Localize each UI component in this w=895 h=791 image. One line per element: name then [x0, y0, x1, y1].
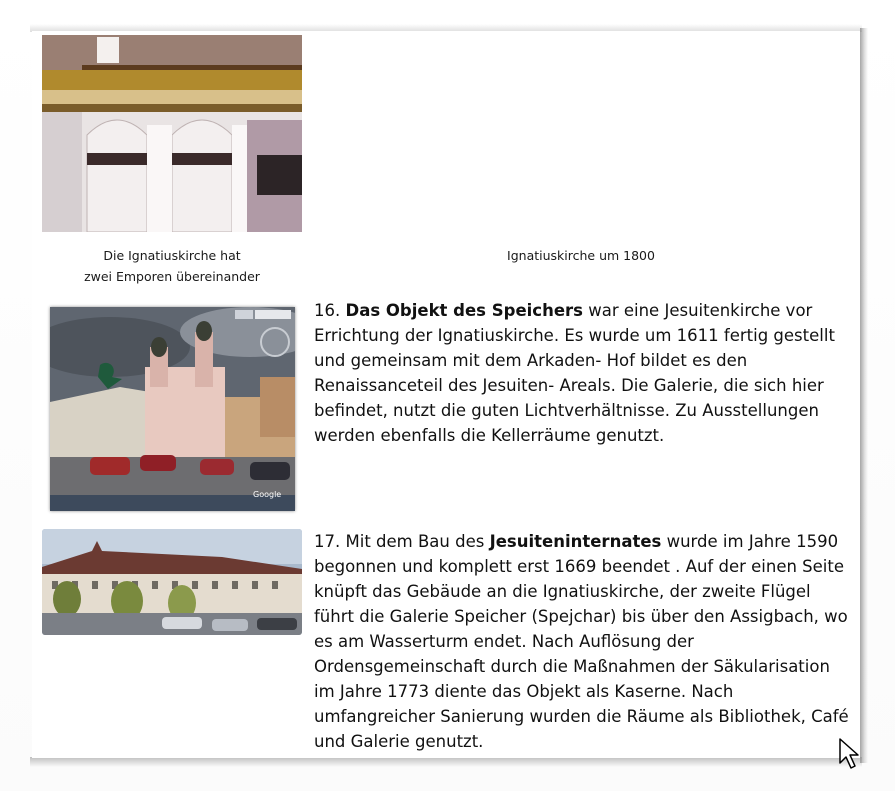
ignatius-interior-photo[interactable]	[42, 35, 302, 232]
item-17-number: 17.	[314, 532, 341, 551]
caption-emporen-line1: Die Ignatiuskirche hat	[103, 248, 241, 263]
document-page	[32, 31, 860, 758]
item-16-number: 16.	[314, 301, 341, 320]
item-17-bold: Jesuiteninternates	[489, 532, 662, 551]
caption-emporen	[62, 245, 282, 287]
window-bottom-shadow	[30, 757, 862, 767]
caption-ignatius-1800: Ignatiuskirche um 1800	[507, 248, 655, 263]
mouse-pointer-icon	[838, 737, 860, 771]
svg-text:Google: Google	[253, 490, 282, 499]
item-16-text: war eine Jesuitenkirche vor Errichtung der Ignatiuskirche. Es wurde um 1611 fertig gestellt und gemeinsam mit dem Arkaden- Hof bildet es den Renaissanceteil des Jesuiten- Areals. Die Galerie, die sich hier befindet, nutzt die guten Lichtverhältnisse. Zu Ausstellungen werden ebenfalls die Kellerräume genutzt.	[314, 301, 835, 445]
item-16-bold: Das Objekt des Speichers	[345, 301, 583, 320]
paragraph-17	[314, 529, 854, 754]
speicher-streetview-photo[interactable]	[50, 307, 295, 511]
item-17-pre: Mit dem Bau des	[340, 532, 490, 551]
window-right-shadow	[860, 28, 868, 763]
caption-emporen-line2: zwei Emporen übereinander	[84, 269, 260, 284]
jesuiteninternat-photo[interactable]	[42, 529, 302, 635]
paragraph-16	[314, 298, 854, 448]
item-17-text: wurde im Jahre 1590 begonnen und komplett erst 1669 beendet . Auf der einen Seite knüpft das Gebäude an die Ignatiuskirche, der zweite Flügel führt die Galerie Speicher (Spejchar) bis über den Assigbach, wo es am Wasserturm endet. Nach Auflösung der Ordensgemeinschaft durch die Maßnahmen der Säkularisation im Jahre 1773 diente das Objekt als Kaserne. Nach umfangreicher Sanierung wurden die Räume als Bibliothek, Café und Galerie genutzt.	[314, 532, 849, 751]
